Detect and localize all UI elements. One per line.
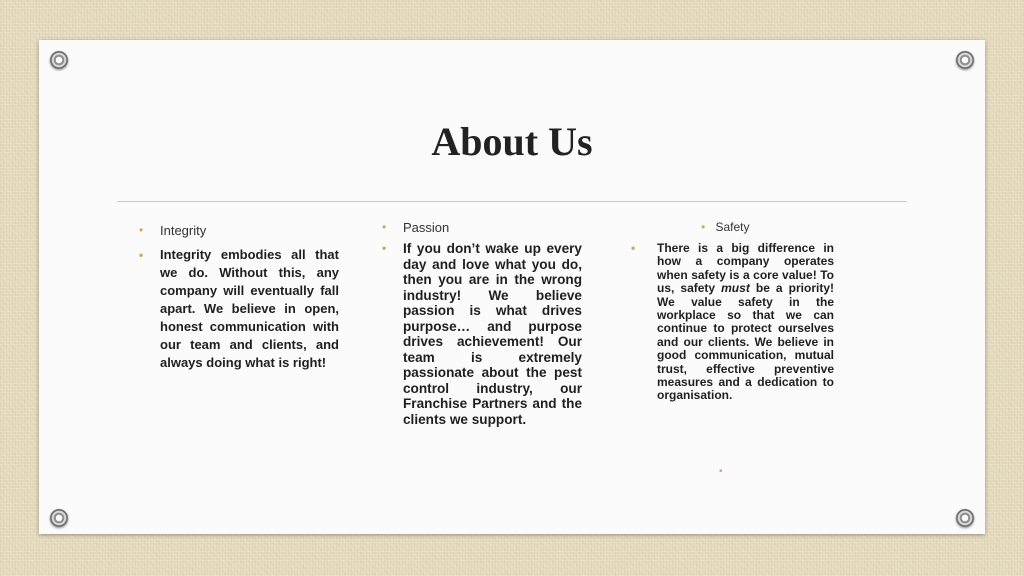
integrity-column [139, 223, 339, 372]
passion-text: • If you don’t wake up every day and love what you do, then you are in the wrong industry! We believe passion is what drives purpose… and purpose drives achievement! Our team is extremely passionate about the pest control industry, our Franchise Partners and the clients we support. [382, 241, 582, 427]
pushpin-icon [50, 51, 68, 69]
pushpin-icon [50, 509, 68, 527]
slide-title: About Us [431, 119, 593, 164]
integrity-heading: • Integrity [139, 223, 207, 238]
pushpin-icon [956, 509, 974, 527]
pushpin-icon [956, 51, 974, 69]
passion-heading: • Passion [382, 220, 450, 235]
bullet-icon: • [382, 220, 387, 234]
bullet-icon: • [382, 241, 387, 255]
passion-column [382, 220, 582, 427]
title-divider [117, 201, 907, 202]
safety-column [631, 220, 834, 477]
bullet-icon: • [139, 223, 144, 237]
bullet-icon: • [631, 241, 636, 255]
bullet-icon: • [139, 248, 144, 262]
safety-heading: • Safety [701, 220, 750, 234]
integrity-text: • Integrity embodies all that we do. Without this, any company will eventually fall apart. We believe in open, honest communication with our team and clients, and always doing what is right! [139, 247, 339, 370]
safety-text: • There is a big difference in how a company operates when safety is a core value! To us, safety must be a priority! We value safety in the workplace so that we can continue to protect ourselves and our clients. We believe in good communication, mutual trust, effective preventive measures and a dedication to organisation. [631, 241, 834, 403]
bullet-icon: • [701, 220, 706, 234]
slide-card [39, 40, 985, 534]
bullet-icon: • [719, 466, 723, 477]
